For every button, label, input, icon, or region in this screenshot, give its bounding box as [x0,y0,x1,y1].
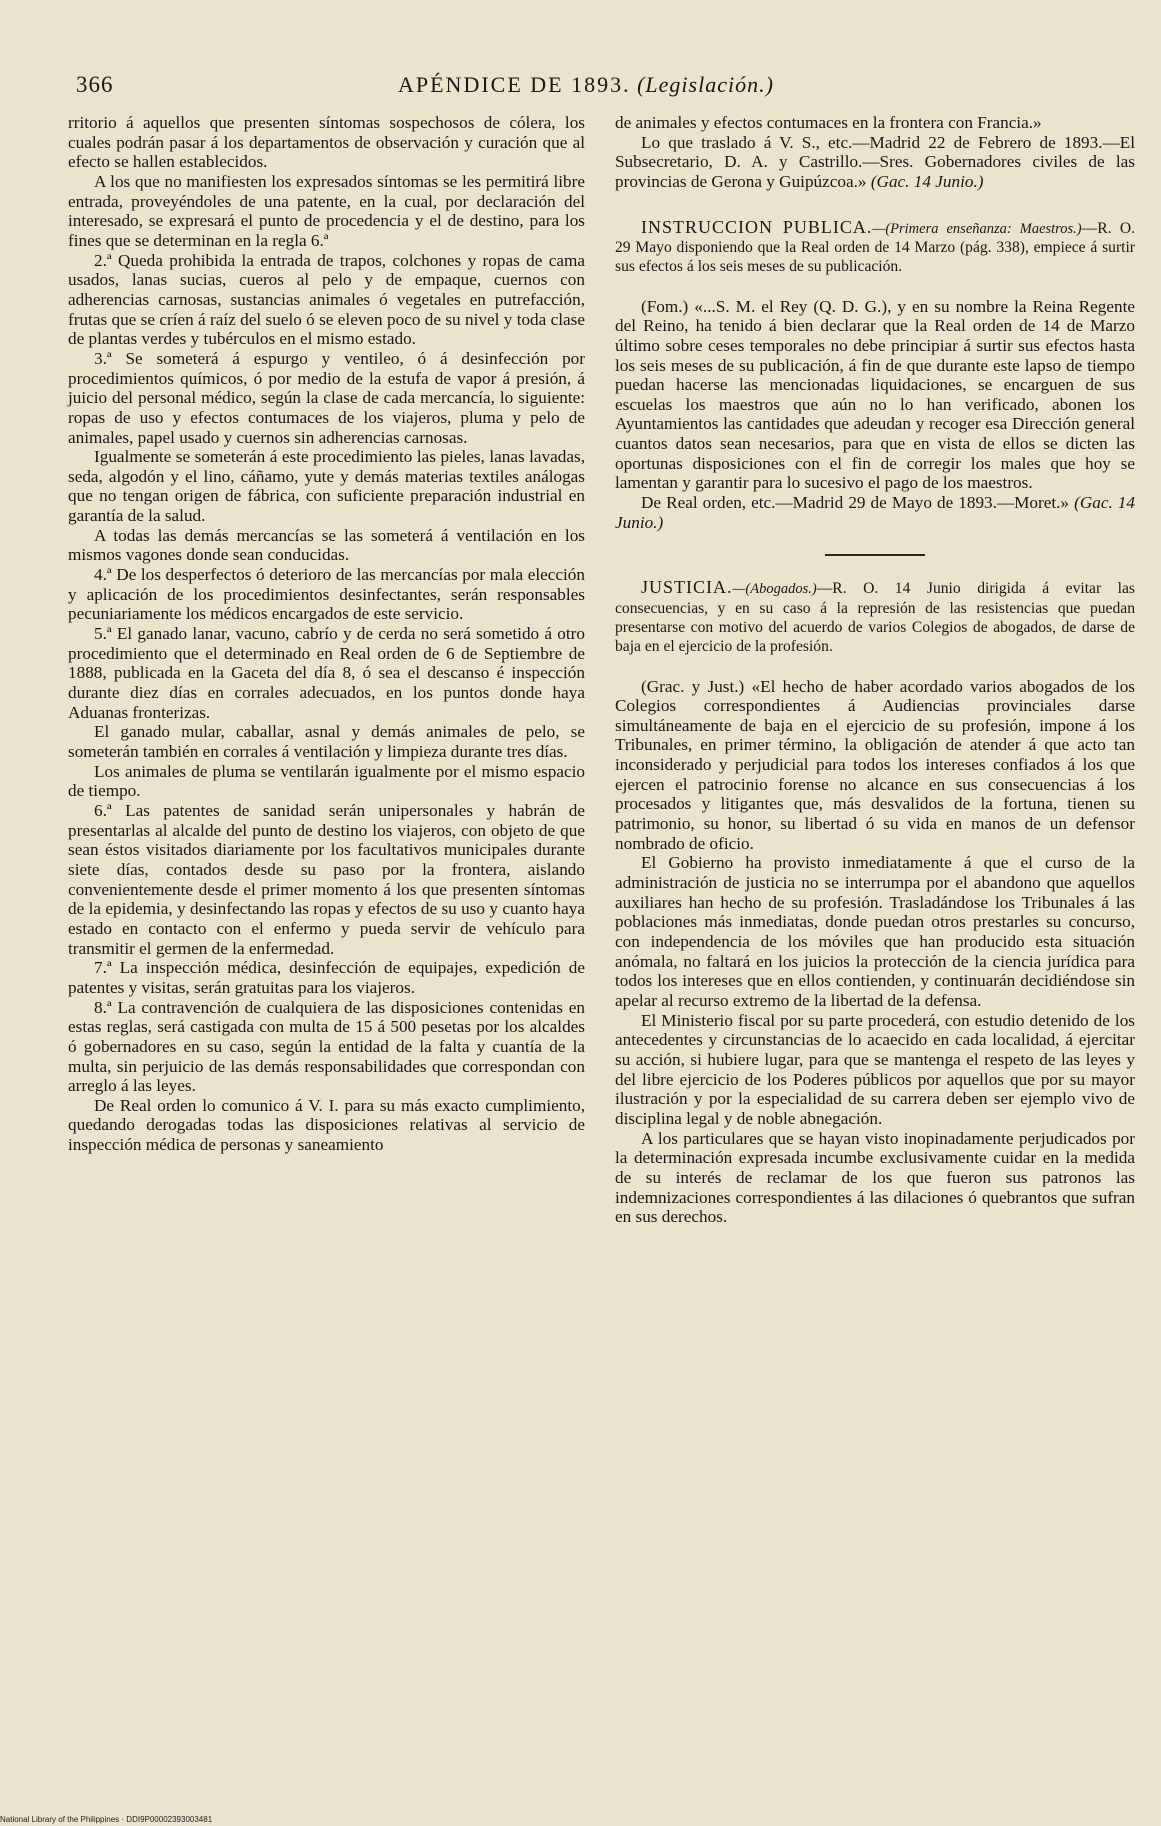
left-paragraph: El ganado mular, caballar, asnal y demás animales de pelo, se someterán también en corrales á ventilación y limpieza durante tres días. [68,722,585,761]
section-paragraph: El Ministerio fiscal por su parte procederá, con estudio detenido de los antecedentes y circunstancias de lo acaecido en cada localidad, á ejercitar su acción, si hubiere lugar, para que se mantenga el respeto de las leyes y del libre ejercicio de los Poderes públicos por aquellos que por su mayor ilustración y por la especialidad de su carrera deben ser ejemplo vivo de disciplina legal y de noble abnegación. [615,1010,1135,1128]
left-paragraph: 3.ª Se someterá á espurgo y ventileo, ó á desinfección por procedimientos químicos, ó por medio de la estufa de vapor á presión, á juicio del personal médico, según la clase de cada mercancía, lo siguiente: ropas de uso y efectos contumaces de los viajeros, pluma y pelo de animales, papel usado y cuernos sin adherencias carnosas. [68,348,585,447]
section-instruccion-publica [615,218,1135,533]
running-subtitle: (Legislación.) [637,72,774,97]
section-heading-meta: —(Abogados.) [732,581,817,598]
section-heading-meta: —(Primera enseñanza: Maestros.) [872,220,1082,237]
gazette-source: (Gac. 14 Junio.) [870,171,984,191]
running-title: APÉNDICE DE 1893. [398,72,631,97]
left-paragraph: De Real orden lo comunico á V. I. para su más exacto cumplimiento, quedando derogadas todas las disposiciones relativas al servicio de inspección médica de personas y saneamiento [68,1095,585,1155]
section-paragraph: El Gobierno ha provisto inmediatamente á que el curso de la administración de justicia no se interrumpa por el abandono que aquellos auxiliares han hecho de su profesión. Trasladándose los Tribunales á las poblaciones más inmediatas, donde puedan otros prestarles su concurso, con independencia de los móviles que han producido esta situación anómala, no faltará en los juicios la protección de la ciencia jurídica para todos los intereses que en ellos contienden, y continuarán decidiéndose sin apelar al recurso extremo de la libertad de la defensa. [615,853,1135,1011]
left-paragraph: rritorio á aquellos que presenten síntomas sospechosos de cólera, los cuales podrán pasar á los departamentos de observación y curación que al efecto se hallen establecidos. [68,113,585,172]
section-heading: INSTRUCCION PUBLICA. [641,216,873,237]
left-paragraph: 7.ª La inspección médica, desinfección de equipajes, expedición de patentes y visitas, serán gratuitas para los viajeros. [68,958,585,997]
scan-footer: National Library of the Philippines · DDI9P00002393003481 [0,1815,213,1824]
right-column [615,113,1135,1227]
left-paragraph: 4.ª De los desperfectos ó deterioro de las mercancías por mala elección y aplicación de los procedimientos desinfectantes, serán responsables pecuniariamente los médicos encargados de este servicio. [68,565,585,624]
left-paragraph: 8.ª La contravención de cualquiera de las disposiciones contenidas en estas reglas, será castigada con multa de 15 á 500 pesetas por los alcaldes ó gobernadores en su caso, según la entidad de la falta y cuantía de la multa, sin perjuicio de las demás responsabilidades que correspondan con arreglo á las leyes. [68,997,585,1096]
page-number: 366 [76,72,114,97]
left-column [68,113,585,1155]
left-paragraph: 6.ª Las patentes de sanidad serán unipersonales y habrán de presentarlas al alcalde del punto de destino los viajeros, con objeto de que sean éstos visitados diariamente por los facultativos municipales durante siete días, contados desde su paso por la frontera, aislando convenientemente desde el primer momento á los que presenten síntomas de la epidemia, y desinfectando las ropas y efectos de su uso y cuanto haya estado en contacto con el enfermo y pueda servir de vehículo para transmitir el germen de la enfermedad. [68,800,585,958]
left-paragraph: A todas las demás mercancías se las someterá á ventilación en los mismos vagones donde sean conducidas. [68,525,585,565]
spacer [615,657,1135,677]
section-closing [615,493,1135,532]
left-paragraph: Los animales de pluma se ventilarán igualmente por el mismo espacio de tiempo. [68,761,585,801]
right-paragraph-with-source [615,133,1135,192]
left-paragraph: Igualmente se someterán á este procedimiento las pieles, lanas lavadas, seda, algodón y el lino, cáñamo, yute y demás materias textiles análogas que no tengan origen de fábrica, con suficiente preparación industrial en garantía de la salud. [68,447,585,526]
section-heading-block [615,578,1135,656]
section-heading: JUSTICIA. [641,577,733,598]
spacer [615,277,1135,297]
gazette-source: (Gac. 14 Junio.) [615,493,1135,532]
page-header [68,72,1138,108]
section-summary: —R. O. 29 Mayo disponiendo que la Real orden de 14 Marzo (pág. 338), empiece á surtir sus efectos á los seis meses de su publicación. [615,219,1135,276]
section-divider [825,554,925,556]
section-heading-block [615,218,1135,277]
section-body: (Fom.) «...S. M. el Rey (Q. D. G.), y en su nombre la Reina Regente del Reino, ha tenido á bien declarar que la Real orden de 14 de Marzo último sobre ceses temporales no debe principiar á surtir sus efectos hasta los seis meses de su publicación, á fin de que durante este lapso de tiempo puedan hacerse las mencionadas liquidaciones, se encarguen de sus escuelas los maestros que aún no lo han verificado, abonen los Ayuntamientos las cantidades que adeudan y recoger esa Dirección general cuantos datos sean necesarios, para que en vista de ellos se dicten las oportunas disposiciones con el fin de corregir los males que hoy se lamentan y garantir para lo sucesivo el pago de los maestros. [615,296,1135,493]
right-paragraph-text: Lo que traslado á V. S., etc.—Madrid 22 de Febrero de 1893.—El Subsecretario, D. A. y Castrillo.—Sres. Gobernadores civiles de las provincias de Gerona y Guipúzcoa.» [615,132,1135,191]
section-justicia [615,578,1135,1226]
section-paragraph: (Grac. y Just.) «El hecho de haber acordado varios abogados de los Colegios correspondientes á Audiencias provinciales darse simultáneamente de baja en el ejercicio de su profesión, impone á los Tribunales, en primer término, la obligación de atender á que acto tan inconsiderado y perjudicial para todos los intereses confiados á los que ejercen el patrocinio forense no alcance en sus consecuencias á los procesados y litigantes que, más desvalidos de la fortuna, tienen su patrimonio, su honor, su libertad ó su vida en manos de un defensor nombrado de oficio. [615,676,1135,853]
left-paragraph: 5.ª El ganado lanar, vacuno, cabrío y de cerda no será sometido á otro procedimiento que el determinado en Real orden de 6 de Septiembre de 1888, publicada en la Gaceta del día 8, ó sea el descanso é inspección durante diez días en corrales adecuados, en los puntos donde haya Aduanas fronterizas. [68,624,585,722]
section-summary: —R. O. 14 Junio dirigida á evitar las consecuencias, y en su caso á la represión de las resistencias que puedan presentarse con motivo del acuerdo de varios Colegios de abogados, de darse de baja en el ejercicio de la profesión. [615,580,1135,656]
running-head [398,72,774,98]
section-paragraph: A los particulares que se hayan visto inopinadamente perjudicados por la determinación expresada incumbe exclusivamente cuidar en la medida de su interés de reclamar de los que fueron sus patronos las indemnizaciones correspondientes á las dilaciones ó quebrantos que sufran en sus derechos. [615,1128,1135,1227]
closing-text: De Real orden, etc.—Madrid 29 de Mayo de 1893.—Moret.» [641,493,1070,513]
left-paragraph: A los que no manifiesten los expresados síntomas se les permitirá libre entrada, proveyéndoles de una patente, en la cual, por declaración del interesado, se expresará el punto de procedencia y el de destino, para los fines que se determinan en la regla 6.ª [68,171,585,250]
right-paragraph: de animales y efectos contumaces en la frontera con Francia.» [615,113,1042,132]
left-paragraph: 2.ª Queda prohibida la entrada de trapos, colchones y ropas de cama usados, lanas sucias, cueros al pelo y de empaque, cuernos con adherencias carnosas, sustancias animales ó vegetales en putrefacción, frutas que se críen á raíz del suelo ó se eleven poco de su nivel y toda clase de plantas verdes y tubérculos en el mismo estado. [68,250,585,349]
